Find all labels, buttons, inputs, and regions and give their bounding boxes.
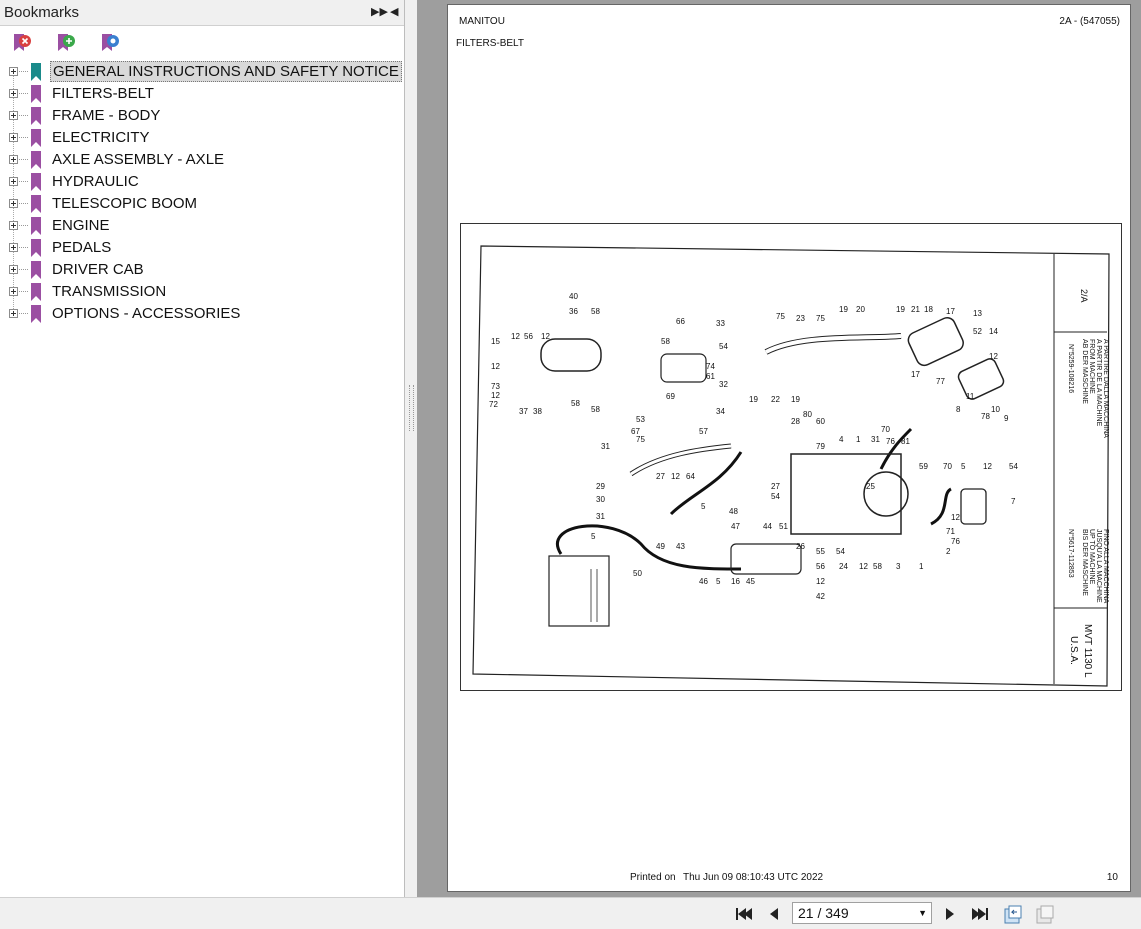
svg-text:70: 70	[943, 462, 952, 471]
svg-text:60: 60	[816, 417, 825, 426]
page-section-title: FILTERS-BELT	[456, 38, 524, 49]
svg-text:5: 5	[961, 462, 966, 471]
page-brand: MANITOU	[459, 16, 505, 27]
svg-text:MVT 1130 L: MVT 1130 L	[1082, 624, 1093, 678]
svg-text:16: 16	[731, 577, 740, 586]
svg-text:9: 9	[1004, 414, 1009, 423]
svg-text:FROM MACHINE: FROM MACHINE	[1088, 339, 1095, 394]
svg-text:50: 50	[633, 569, 642, 578]
document-page	[447, 4, 1131, 892]
svg-text:58: 58	[661, 337, 670, 346]
bookmark-icon	[31, 305, 41, 323]
svg-text:76: 76	[951, 537, 960, 546]
svg-text:21: 21	[911, 305, 920, 314]
svg-text:37: 37	[519, 407, 528, 416]
svg-text:19: 19	[896, 305, 905, 314]
svg-text:23: 23	[796, 314, 805, 323]
svg-text:64: 64	[686, 472, 695, 481]
tree-dots	[19, 203, 28, 204]
svg-text:54: 54	[771, 492, 780, 501]
bookmark-label[interactable]: DRIVER CAB	[52, 261, 144, 278]
tree-dots	[19, 181, 28, 182]
svg-text:58: 58	[571, 399, 580, 408]
bookmark-icon	[31, 239, 41, 257]
svg-text:UP TO MACHINE: UP TO MACHINE	[1088, 529, 1095, 585]
last-page-icon[interactable]	[971, 905, 989, 923]
first-page-icon[interactable]	[735, 905, 753, 923]
svg-text:58: 58	[591, 405, 600, 414]
svg-text:40: 40	[569, 292, 578, 301]
add-bookmark-icon[interactable]	[55, 32, 77, 54]
svg-text:17: 17	[946, 307, 955, 316]
svg-text:75: 75	[816, 314, 825, 323]
svg-text:32: 32	[719, 380, 728, 389]
tree-dots	[19, 247, 28, 248]
svg-text:3: 3	[896, 562, 901, 571]
svg-text:12: 12	[671, 472, 680, 481]
svg-text:25: 25	[866, 482, 875, 491]
bookmark-item[interactable]	[0, 171, 404, 193]
tree-dots	[19, 269, 28, 270]
svg-text:61: 61	[706, 372, 715, 381]
svg-text:74: 74	[706, 362, 715, 371]
svg-text:54: 54	[836, 547, 845, 556]
svg-text:34: 34	[716, 407, 725, 416]
svg-text:7: 7	[1011, 497, 1016, 506]
svg-text:52: 52	[973, 327, 982, 336]
svg-text:71: 71	[946, 527, 955, 536]
svg-text:73: 73	[491, 382, 500, 391]
svg-text:49: 49	[656, 542, 665, 551]
expand-icon[interactable]	[9, 67, 18, 76]
printed-label: Printed on	[630, 872, 676, 883]
svg-text:18: 18	[924, 305, 933, 314]
bookmark-item[interactable]	[0, 105, 404, 127]
svg-text:54: 54	[1009, 462, 1018, 471]
svg-text:BIS DER MASCHINE: BIS DER MASCHINE	[1081, 529, 1088, 596]
svg-text:5: 5	[701, 502, 706, 511]
svg-text:12: 12	[541, 332, 550, 341]
svg-text:12: 12	[989, 352, 998, 361]
svg-text:31: 31	[871, 435, 880, 444]
page-selector[interactable]	[792, 902, 932, 924]
bookmark-icon	[31, 217, 41, 235]
bookmark-label[interactable]: HYDRAULIC	[52, 173, 139, 190]
page-reference: 2A - (547055)	[1059, 16, 1120, 27]
splitter-grip[interactable]	[409, 385, 414, 431]
svg-text:76: 76	[886, 437, 895, 446]
bookmarks-toolbar	[0, 26, 404, 58]
tree-dots	[19, 71, 28, 72]
tree-dots	[19, 313, 28, 314]
svg-text:42: 42	[816, 592, 825, 601]
svg-text:27: 27	[656, 472, 665, 481]
bookmark-icon	[31, 283, 41, 301]
svg-text:45: 45	[746, 577, 755, 586]
svg-text:57: 57	[699, 427, 708, 436]
svg-text:12: 12	[491, 362, 500, 371]
svg-text:1: 1	[919, 562, 924, 571]
tree-dots	[19, 225, 28, 226]
printed-date: Thu Jun 09 08:10:43 UTC 2022	[683, 872, 824, 883]
page-selector-value: 21 / 349	[798, 905, 849, 921]
svg-text:JUSQU'A LA MACHINE: JUSQU'A LA MACHINE	[1095, 529, 1102, 603]
svg-text:5: 5	[716, 577, 721, 586]
expand-icon[interactable]	[9, 221, 18, 230]
svg-text:30: 30	[596, 495, 605, 504]
svg-text:24: 24	[839, 562, 848, 571]
svg-text:77: 77	[936, 377, 945, 386]
svg-text:19: 19	[791, 395, 800, 404]
bookmarks-panel	[0, 0, 405, 897]
tree-dots	[19, 137, 28, 138]
panel-splitter[interactable]	[405, 0, 417, 897]
expand-icon[interactable]	[9, 265, 18, 274]
expand-all-icon[interactable]: ▶▶	[371, 6, 388, 18]
svg-text:58: 58	[873, 562, 882, 571]
expand-icon[interactable]	[9, 243, 18, 252]
svg-text:48: 48	[729, 507, 738, 516]
bookmark-icon	[31, 173, 41, 191]
expand-icon[interactable]	[9, 133, 18, 142]
svg-text:12: 12	[951, 513, 960, 522]
bookmark-label[interactable]: OPTIONS - ACCESSORIES	[52, 305, 241, 322]
svg-text:20: 20	[856, 305, 865, 314]
svg-text:8: 8	[956, 405, 961, 414]
svg-text:27: 27	[771, 482, 780, 491]
bookmark-label[interactable]: FILTERS-BELT	[52, 85, 154, 102]
forward-view-icon[interactable]	[1035, 905, 1055, 925]
page-number: 10	[1106, 872, 1118, 883]
svg-text:36: 36	[569, 307, 578, 316]
svg-text:19: 19	[839, 305, 848, 314]
svg-text:12: 12	[491, 391, 500, 400]
svg-text:79: 79	[816, 442, 825, 451]
svg-text:75: 75	[636, 435, 645, 444]
svg-text:2/A: 2/A	[1079, 289, 1089, 303]
svg-text:1: 1	[856, 435, 861, 444]
tree-dots	[19, 291, 28, 292]
svg-text:U.S.A.: U.S.A.	[1068, 636, 1079, 665]
bookmark-icon	[31, 63, 41, 81]
svg-text:69: 69	[666, 392, 675, 401]
bookmark-item[interactable]	[0, 83, 404, 105]
svg-text:59: 59	[919, 462, 928, 471]
bookmark-label[interactable]: FRAME - BODY	[52, 107, 161, 124]
svg-text:12: 12	[983, 462, 992, 471]
svg-text:38: 38	[533, 407, 542, 416]
expand-icon[interactable]	[9, 177, 18, 186]
svg-text:14: 14	[989, 327, 998, 336]
expand-icon[interactable]	[9, 155, 18, 164]
bookmarks-title: Bookmarks	[4, 4, 80, 21]
bookmark-icon	[31, 107, 41, 125]
edit-bookmark-icon[interactable]	[99, 32, 121, 54]
navigation-bar	[0, 897, 1141, 929]
expand-icon[interactable]	[9, 287, 18, 296]
collapse-panel-icon[interactable]: ◀	[390, 6, 399, 18]
svg-text:81: 81	[901, 437, 910, 446]
svg-text:53: 53	[636, 415, 645, 424]
svg-text:12: 12	[511, 332, 520, 341]
bookmark-item[interactable]	[0, 149, 404, 171]
svg-text:31: 31	[596, 512, 605, 521]
expand-icon[interactable]	[9, 309, 18, 318]
svg-text:54: 54	[719, 342, 728, 351]
svg-text:19: 19	[749, 395, 758, 404]
expand-icon[interactable]	[9, 111, 18, 120]
bookmark-item[interactable]	[0, 281, 404, 303]
svg-text:26: 26	[796, 542, 805, 551]
svg-text:N°5617-112853: N°5617-112853	[1067, 529, 1074, 578]
svg-text:78: 78	[981, 412, 990, 421]
bookmark-label[interactable]: ELECTRICITY	[52, 129, 150, 146]
next-page-icon[interactable]	[941, 905, 959, 923]
svg-text:75: 75	[776, 312, 785, 321]
tree-dots	[19, 115, 28, 116]
svg-text:31: 31	[601, 442, 610, 451]
svg-text:80: 80	[803, 410, 812, 419]
svg-text:12: 12	[816, 577, 825, 586]
svg-text:70: 70	[881, 425, 890, 434]
svg-text:56: 56	[524, 332, 533, 341]
bookmark-item[interactable]	[0, 259, 404, 281]
svg-text:11: 11	[966, 392, 975, 401]
expand-icon[interactable]	[9, 199, 18, 208]
parts-diagram	[460, 223, 1122, 691]
svg-text:17: 17	[911, 370, 920, 379]
bookmark-label[interactable]: TRANSMISSION	[52, 283, 167, 300]
bookmark-item[interactable]	[0, 127, 404, 149]
bookmark-icon	[31, 195, 41, 213]
svg-text:55: 55	[816, 547, 825, 556]
svg-text:22: 22	[771, 395, 780, 404]
svg-text:2: 2	[946, 547, 951, 556]
back-view-icon[interactable]	[1003, 905, 1023, 925]
svg-text:12: 12	[859, 562, 868, 571]
svg-text:56: 56	[816, 562, 825, 571]
svg-text:10: 10	[991, 405, 1000, 414]
previous-page-icon[interactable]	[765, 905, 783, 923]
bookmark-icon	[31, 85, 41, 103]
svg-text:29: 29	[596, 482, 605, 491]
bookmark-item[interactable]	[0, 193, 404, 215]
delete-bookmark-icon[interactable]	[11, 32, 33, 54]
bookmark-icon	[31, 129, 41, 147]
svg-text:47: 47	[731, 522, 740, 531]
svg-text:43: 43	[676, 542, 685, 551]
expand-icon[interactable]	[9, 89, 18, 98]
svg-text:66: 66	[676, 317, 685, 326]
svg-text:58: 58	[591, 307, 600, 316]
bookmark-label[interactable]: PEDALS	[52, 239, 112, 256]
svg-text:FINO ALLA MACCHINA: FINO ALLA MACCHINA	[1102, 529, 1109, 604]
bookmark-item[interactable]	[0, 61, 404, 83]
svg-text:4: 4	[839, 435, 844, 444]
bookmark-item[interactable]	[0, 303, 404, 325]
svg-text:N°5259-108216: N°5259-108216	[1067, 344, 1074, 394]
svg-text:33: 33	[716, 319, 725, 328]
svg-text:A PARTIRE DALLA MACCHINA: A PARTIRE DALLA MACCHINA	[1102, 339, 1109, 438]
bookmark-label[interactable]: TELESCOPIC BOOM	[52, 195, 198, 212]
svg-text:44: 44	[763, 522, 772, 531]
bookmarks-header	[0, 0, 404, 26]
svg-text:5: 5	[591, 532, 596, 541]
svg-text:A PARTIR DE LA MACHINE: A PARTIR DE LA MACHINE	[1095, 339, 1102, 427]
bookmark-label[interactable]: AXLE ASSEMBLY - AXLE	[52, 151, 225, 168]
svg-text:15: 15	[491, 337, 500, 346]
svg-text:13: 13	[973, 309, 982, 318]
tree-dots	[19, 159, 28, 160]
tree-dots	[19, 93, 28, 94]
svg-text:AB DER MASCHINE: AB DER MASCHINE	[1081, 339, 1088, 404]
chevron-down-icon: ▼	[918, 908, 927, 918]
svg-text:67: 67	[631, 427, 640, 436]
bookmark-label[interactable]: ENGINE	[52, 217, 110, 234]
bookmark-label[interactable]: GENERAL INSTRUCTIONS AND SAFETY NOTICE	[50, 61, 402, 82]
bookmark-icon	[31, 261, 41, 279]
svg-text:72: 72	[489, 400, 498, 409]
bookmark-item[interactable]	[0, 237, 404, 259]
document-viewer[interactable]	[417, 0, 1141, 897]
bookmark-item[interactable]	[0, 215, 404, 237]
svg-text:46: 46	[699, 577, 708, 586]
svg-text:28: 28	[791, 417, 800, 426]
bookmark-tree	[0, 61, 404, 325]
svg-text:51: 51	[779, 522, 788, 531]
bookmark-icon	[31, 151, 41, 169]
